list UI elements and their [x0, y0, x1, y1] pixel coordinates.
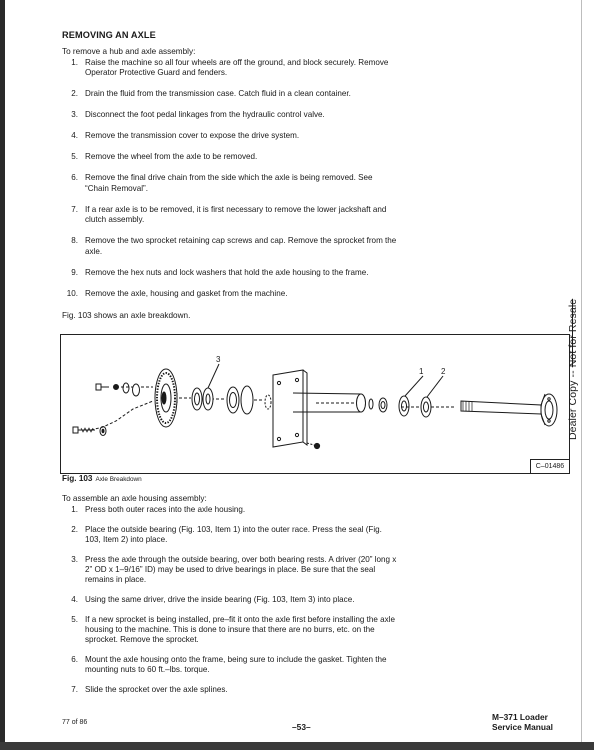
model-name: M–371 Loader — [492, 712, 548, 722]
axle-breakdown-figure — [60, 334, 570, 474]
cap-screw-upper — [96, 384, 119, 390]
dealer-copy-watermark — [567, 299, 579, 440]
seal-item-2 — [421, 376, 443, 417]
axle-housing — [273, 370, 366, 447]
removal-intro: To remove a hub and axle assembly: — [62, 47, 196, 56]
bearing-item-1 — [399, 376, 423, 416]
step-text: Disconnect the foot pedal linkages from the hydraulic control valve. — [85, 110, 325, 120]
axle-shaft — [461, 394, 557, 426]
step-text: Mount the axle housing onto the frame, being sure to include the gasket. Tighten the mounting nuts to 60 ft.–lbs. torque. — [85, 655, 387, 675]
assembly-step — [62, 505, 398, 515]
step-text: Using the same driver, drive the inside bearing (Fig. 103, Item 3) into place. — [85, 595, 355, 604]
step-text: Remove the transmission cover to expose the drive system. — [85, 131, 300, 141]
caption-text: Axle Breakdown — [95, 476, 142, 483]
assembly-intro: To assemble an axle housing assembly: — [62, 494, 207, 503]
step-number: 4. — [71, 131, 78, 141]
step-text: Slide the sprocket over the axle splines. — [85, 685, 228, 694]
step-number: 6. — [71, 655, 78, 664]
removal-step — [62, 131, 398, 141]
step-number: 4. — [71, 595, 78, 604]
removal-steps-list — [62, 58, 398, 310]
assembly-step — [62, 655, 398, 676]
figure-caption — [62, 474, 142, 483]
removal-step — [62, 89, 398, 99]
watermark-not-for-resale: Not for Resale — [567, 298, 579, 368]
step-text: Drain the fluid from the transmission case. Catch fluid in a clean container. — [85, 89, 351, 99]
step-text: Place the outside bearing (Fig. 103, Item 1) into the outer race. Press the seal (Fig. 103, Item 2) into place. — [85, 524, 382, 544]
step-number: 9. — [71, 267, 78, 277]
step-number: 1. — [71, 505, 78, 514]
removal-step — [62, 289, 398, 299]
step-text: If a new sprocket is being installed, pre–fit it onto the axle first before installing the axle housing to the machine. This is done to insure that there are no burrs, etc. on the sprocket. Remove the sprocket. — [85, 614, 395, 645]
step-text: Press both outer races into the axle housing. — [85, 505, 246, 514]
assembly-steps-list — [62, 505, 398, 705]
step-number: 2. — [71, 89, 78, 99]
removal-step — [62, 152, 398, 162]
assembly-step — [62, 685, 398, 695]
manual-title-block — [492, 712, 553, 732]
removal-step — [62, 110, 398, 120]
step-text: Raise the machine so all four wheels are off the ground, and block securely. Remove Operator Protective Guard and fenders. — [85, 58, 389, 78]
removal-step — [62, 205, 398, 226]
callout-3: 3 — [216, 355, 221, 364]
step-number: 5. — [71, 152, 78, 162]
step-number: 3. — [71, 554, 78, 564]
axle-breakdown-drawing — [61, 335, 569, 473]
page-count: 77 of 86 — [62, 719, 88, 726]
step-text: Press the axle through the outside bearing, over both bearing rests. A driver (20” long x 2” OD x 1–9/16” ID) may be used to drive bearings in place. Be sure that the seal remains in place. — [85, 554, 397, 585]
watermark-dealer-copy: Dealer Copy -- — [567, 367, 579, 440]
callout-1: 1 — [419, 367, 424, 376]
assembly-step — [62, 555, 398, 586]
step-number: 10. — [66, 288, 78, 298]
step-number: 8. — [71, 236, 78, 246]
caption-label: Fig. 103 — [62, 474, 93, 483]
removal-step — [62, 268, 398, 278]
step-number: 7. — [71, 204, 78, 214]
step-number: 6. — [71, 173, 78, 183]
page-edge-line — [581, 0, 582, 742]
figure-code: C–01486 — [530, 459, 569, 473]
step-text: Remove the wheel from the axle to be removed. — [85, 152, 258, 162]
sprocket — [155, 369, 177, 427]
assembly-step — [62, 595, 398, 605]
bearing-item-3 — [192, 364, 219, 410]
step-number: 3. — [71, 110, 78, 120]
figure-reference: Fig. 103 shows an axle breakdown. — [62, 311, 191, 320]
removal-step — [62, 173, 398, 194]
step-text: Remove the two sprocket retaining cap screws and cap. Remove the sprocket from the axle. — [85, 236, 397, 256]
step-text: Remove the axle, housing and gasket from the machine. — [85, 288, 288, 298]
cap-screw-lower — [73, 427, 106, 436]
manual-type: Service Manual — [492, 722, 553, 732]
assembly-step — [62, 525, 398, 546]
step-number: 2. — [71, 524, 78, 534]
page-number: –53– — [292, 722, 311, 732]
step-text: Remove the final drive chain from the side which the axle is being removed. See “Chain Removal”. — [85, 173, 373, 193]
section-title: REMOVING AN AXLE — [62, 30, 156, 40]
scan-edge-left — [0, 0, 5, 750]
step-text: Remove the hex nuts and lock washers that hold the axle housing to the frame. — [85, 267, 369, 277]
step-number: 1. — [71, 58, 78, 67]
callout-2: 2 — [441, 367, 446, 376]
step-number: 5. — [71, 614, 78, 624]
step-number: 7. — [71, 685, 78, 694]
assembly-step — [62, 615, 398, 646]
step-text: If a rear axle is to be removed, it is first necessary to remove the lower jackshaft and clutch assembly. — [85, 204, 387, 225]
scan-edge-bottom — [0, 742, 594, 750]
removal-step — [62, 58, 398, 79]
removal-step — [62, 236, 398, 257]
